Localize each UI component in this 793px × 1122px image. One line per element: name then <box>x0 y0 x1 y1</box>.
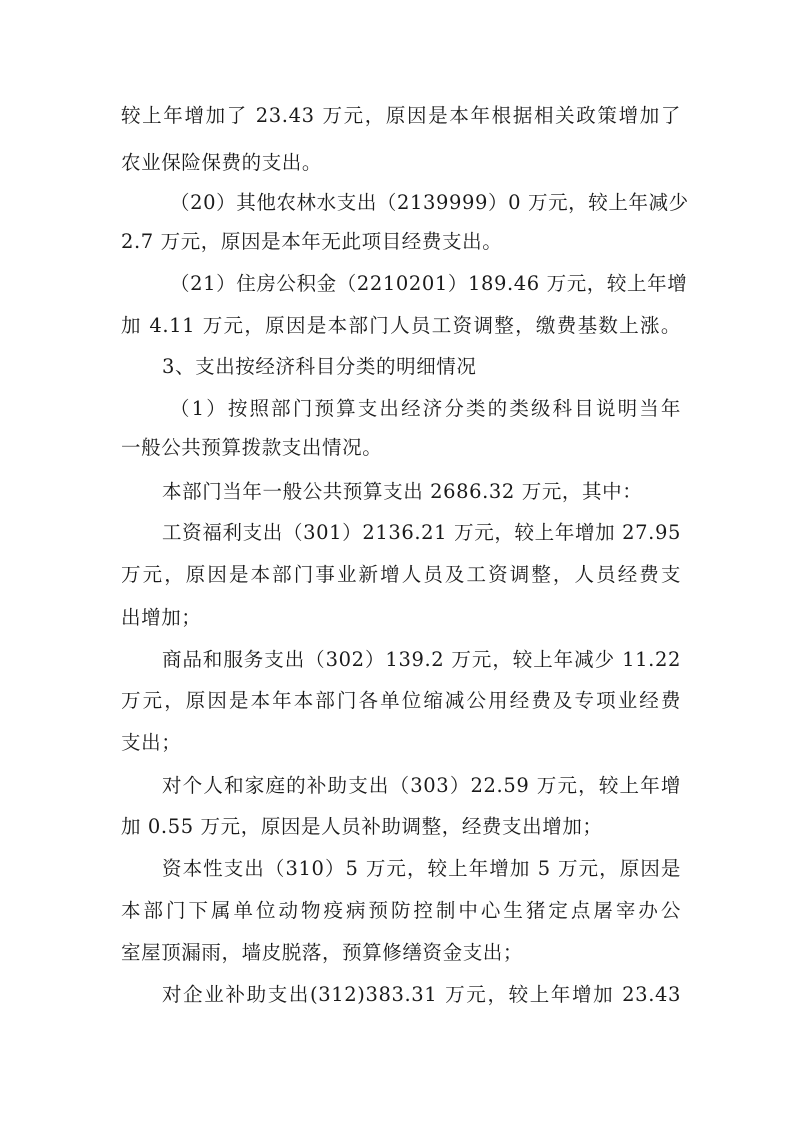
text-line: 本部门下属单位动物疫病预防控制中心生猪定点屠宰办公 <box>121 899 681 922</box>
text-line: 一般公共预算拨款支出情况。 <box>121 436 383 459</box>
text-line: 2.7 万元，原因是本年无此项目经费支出。 <box>121 230 503 253</box>
text-line: 室屋顶漏雨，墙皮脱落，预算修缮资金支出； <box>121 941 524 964</box>
text-line: 对企业补助支出(312)383.31 万元，较上年增加 23.43 <box>162 983 681 1006</box>
text-line: （1）按照部门预算支出经济分类的类级科目说明当年 <box>170 397 681 420</box>
text-line: （20）其他农林水支出（2139999）0 万元，较上年减少 <box>170 191 689 214</box>
text-line: 工资福利支出（301）2136.21 万元，较上年增加 27.95 <box>162 521 681 544</box>
text-line: 资本性支出（310）5 万元，较上年增加 5 万元，原因是 <box>162 857 681 880</box>
text-line: 万元，原因是本部门事业新增人员及工资调整，人员经费支 <box>121 563 681 586</box>
text-line: （21）住房公积金（2210201）189.46 万元，较上年增 <box>170 272 688 295</box>
text-line: 加 4.11 万元，原因是本部门人员工资调整，缴费基数上涨。 <box>121 314 681 337</box>
text-line: 本部门当年一般公共预算支出 2686.32 万元，其中： <box>162 480 643 503</box>
text-line: 商品和服务支出（302）139.2 万元，较上年减少 11.22 <box>162 648 681 671</box>
text-line: 较上年增加了 23.43 万元，原因是本年根据相关政策增加了 <box>121 104 681 127</box>
section-heading: 3、支出按经济科目分类的明细情况 <box>162 355 477 378</box>
text-line: 支出； <box>121 731 182 754</box>
text-line: 农业保险保费的支出。 <box>121 151 323 174</box>
text-line: 加 0.55 万元，原因是人员补助调整，经费支出增加； <box>121 815 603 838</box>
text-line: 出增加； <box>121 606 202 629</box>
text-line: 万元，原因是本年本部门各单位缩减公用经费及专项业经费 <box>121 689 681 712</box>
text-line: 对个人和家庭的补助支出（303）22.59 万元，较上年增 <box>162 774 681 797</box>
